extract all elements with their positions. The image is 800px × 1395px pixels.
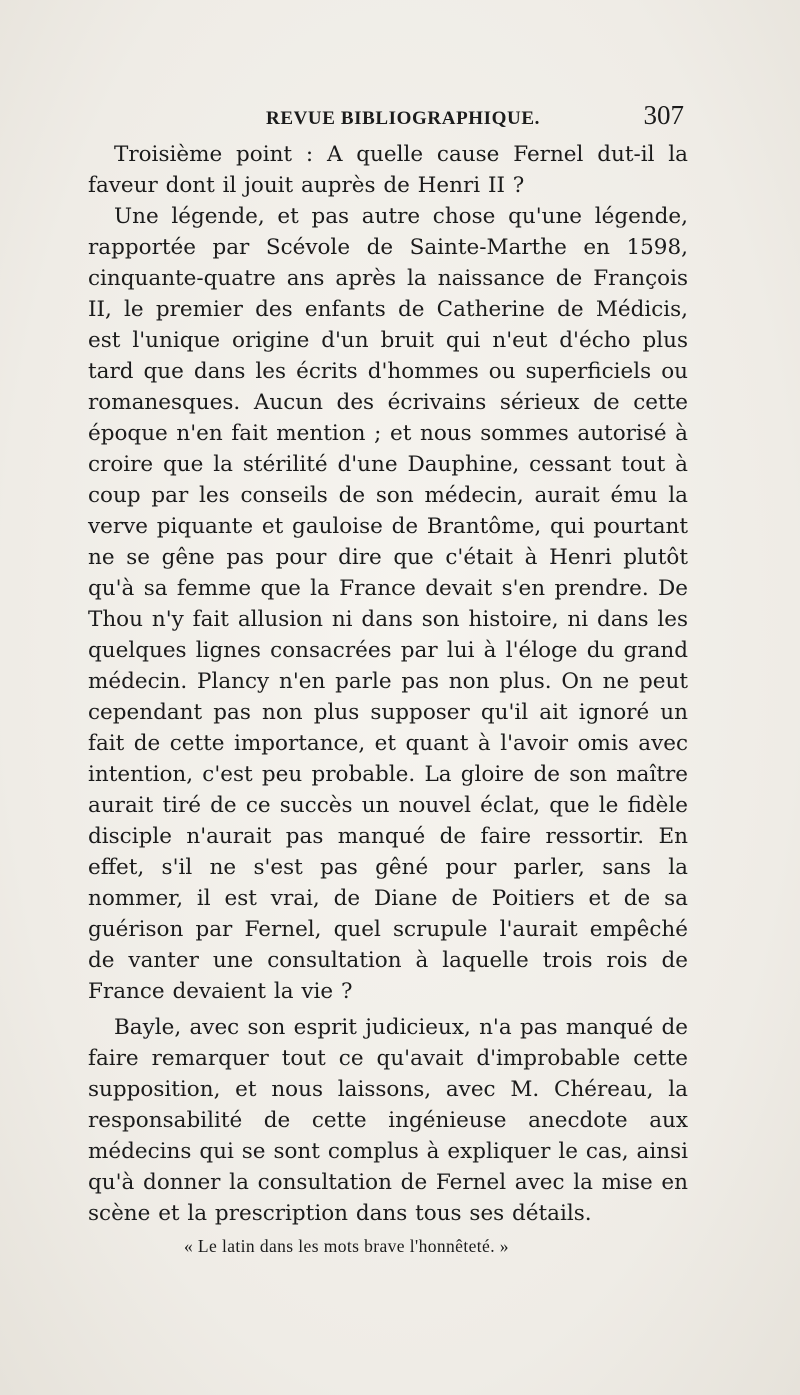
body-text bbox=[88, 139, 688, 1229]
page-number: 307 bbox=[643, 100, 684, 130]
paragraph-3: Bayle, avec son esprit judicieux, n'a pas manqué de faire remarquer tout ce qu'avait d'improbable cette supposition, et nous laissons, avec M. Chéreau, la responsabilité de cette ingénieuse anecdote aux médecins qui se sont complus à expliquer le cas, ainsi qu'à donner la consultation de Fernel avec la mise en scène et la prescription dans tous ses détails. bbox=[88, 1015, 688, 1226]
paragraph-2: Une légende, et pas autre chose qu'une légende, rapportée par Scévole de Sainte-Marthe en 1598, cinquante-quatre ans après la naissance de François II, le premier des enfants de Catherine de Médicis, est l'unique origine d'un bruit qui n'eut d'écho plus tard que dans les écrits d'hommes ou superficiels ou romanesques. Aucun des écrivains sérieux de cette époque n'en fait mention ; et nous sommes autorisé à croire que la stérilité d'une Dauphine, cessant tout à coup par les conseils de son médecin, aurait ému la verve piquante et gauloise de Brantôme, qui pourtant ne se gêne pas pour dire que c'était à Henri plutôt qu'à sa femme que la France devait s'en prendre. De Thou n'y fait allusion ni dans son histoire, ni dans les quelques lignes consacrées par lui à l'éloge du grand médecin. Plancy n'en parle pas non plus. On ne peut cependant pas non plus supposer qu'il ait ignoré un fait de cette importance, et quant à l'avoir omis avec intention, c'est peu probable. La gloire de son maître aurait tiré de ce succès un nouvel éclat, que le fidèle disciple n'aurait pas manqué de faire ressortir. En effet, s'il ne s'est pas gêné pour parler, sans la nommer, il est vrai, de Diane de Poitiers et de sa guérison par Fernel, quel scrupule l'aurait empêché de vanter une consultation à laquelle trois rois de France devaient la vie ? bbox=[88, 204, 688, 1004]
paragraph-1: Troisième point : A quelle cause Fernel dut-il la faveur dont il jouit auprès de Henri II ? bbox=[88, 142, 688, 198]
footnote: « Le latin dans les mots brave l'honnêteté. » bbox=[184, 1236, 509, 1256]
page-header bbox=[88, 100, 688, 134]
running-head: REVUE BIBLIOGRAPHIQUE. bbox=[266, 108, 540, 129]
